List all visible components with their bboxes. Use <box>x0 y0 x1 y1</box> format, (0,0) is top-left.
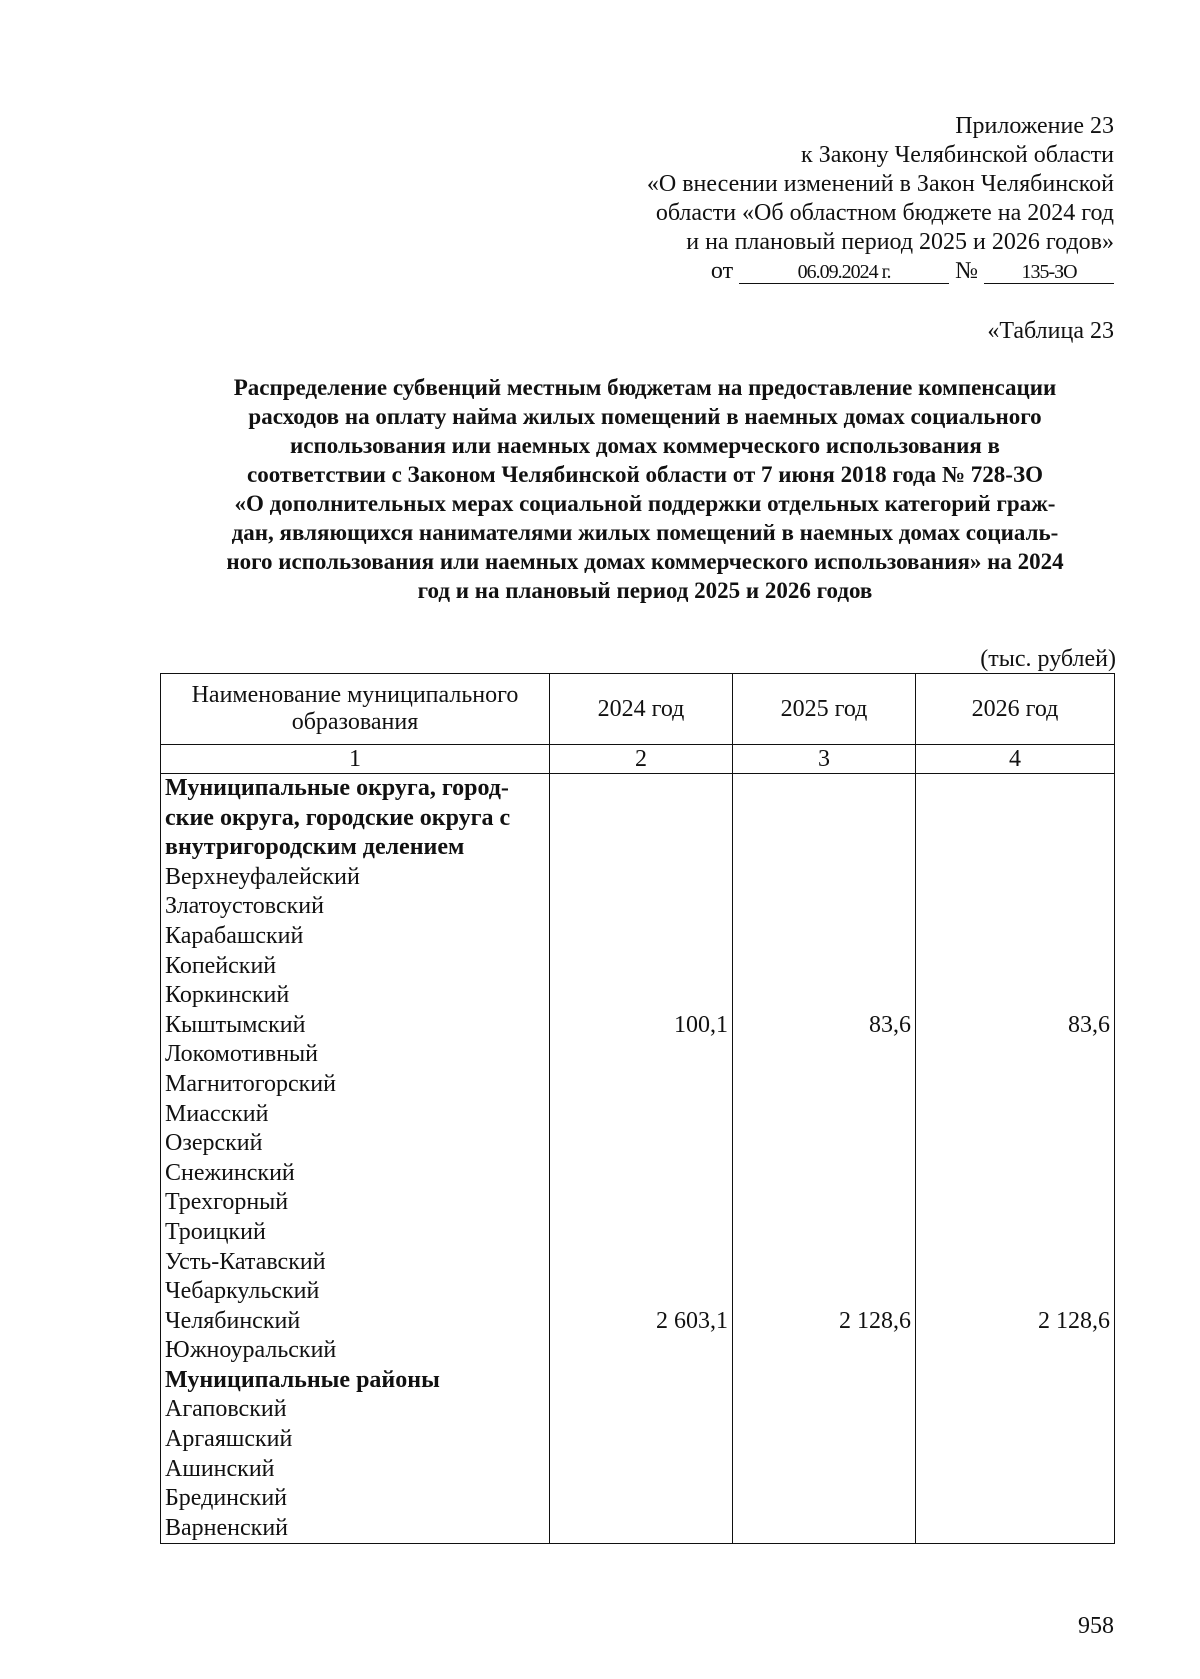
value-2026 <box>916 833 1114 863</box>
value-2025: 2 128,6 <box>839 1307 911 1334</box>
value-2024 <box>550 1040 732 1070</box>
value-2026 <box>916 1070 1114 1100</box>
value-2025 <box>733 1395 915 1425</box>
value-2024 <box>550 1277 732 1307</box>
law-number: 135-ЗО <box>984 261 1114 284</box>
value-2025 <box>733 863 915 893</box>
value-2026 <box>916 863 1114 893</box>
value-2024 <box>550 804 732 834</box>
header-municipality-line1: Наименование муниципального <box>191 682 519 708</box>
municipality-name: Коркинский <box>165 982 290 1009</box>
value-2025 <box>733 952 915 982</box>
municipality-name: Верхнеуфалейский <box>165 863 360 890</box>
value-2025 <box>733 1277 915 1307</box>
appendix-line: области «Об областном бюджете на 2024 год <box>655 200 1114 226</box>
page-number: 958 <box>1078 1613 1114 1639</box>
value-2026 <box>916 1129 1114 1159</box>
value-2025 <box>733 1070 915 1100</box>
municipality-name: Чебаркульский <box>165 1278 320 1305</box>
table-header-row <box>161 674 1115 745</box>
value-2026 <box>916 922 1114 952</box>
value-2025 <box>733 1336 915 1366</box>
header-municipality-line2: образования <box>291 709 419 735</box>
column-number-row <box>161 745 1115 774</box>
municipality-name: Магнитогорский <box>165 1070 336 1097</box>
municipality-name: Златоустовский <box>165 893 324 920</box>
value-2025 <box>733 1129 915 1159</box>
title-line: ного использования или наемных домах коммерческого использования» на 2024 <box>226 549 1064 574</box>
column-number: 4 <box>916 745 1115 774</box>
value-2024 <box>550 1129 732 1159</box>
value-2024 <box>550 1100 732 1130</box>
title-line: дан, являющихся нанимателями жилых помещений в наемных домах социаль- <box>231 520 1059 545</box>
value-2026 <box>916 774 1114 804</box>
municipality-name: Карабашский <box>165 922 304 949</box>
value-2026 <box>916 1366 1114 1396</box>
value-2026: 83,6 <box>1068 1011 1110 1038</box>
municipality-name: Варненский <box>165 1514 288 1541</box>
value-2024 <box>550 1188 732 1218</box>
table-label: «Таблица 23 <box>987 318 1114 344</box>
value-2024 <box>550 1425 732 1455</box>
municipality-name: Челябинский <box>165 1307 301 1334</box>
value-2025: 83,6 <box>869 1011 911 1038</box>
value-2026 <box>916 1159 1114 1189</box>
value-2025 <box>733 1514 915 1544</box>
municipality-name: Усть-Катавский <box>165 1248 326 1275</box>
title-line: расходов на оплату найма жилых помещений в наемных домах социального <box>248 404 1042 429</box>
document-title <box>165 373 1125 605</box>
value-2026 <box>916 1100 1114 1130</box>
number-prefix: № <box>955 258 978 284</box>
value-2025 <box>733 1159 915 1189</box>
values-2025-column <box>733 774 916 1544</box>
municipality-name: Троицкий <box>165 1218 266 1245</box>
header-municipality <box>161 674 550 745</box>
value-2025 <box>733 981 915 1011</box>
value-2026 <box>916 1336 1114 1366</box>
value-2024 <box>550 1484 732 1514</box>
law-date-number-line <box>647 257 1114 286</box>
value-2026 <box>916 1277 1114 1307</box>
value-2026 <box>916 1248 1114 1278</box>
value-2025 <box>733 922 915 952</box>
column-number: 1 <box>161 745 550 774</box>
law-date: 06.09.2024 г. <box>739 261 949 284</box>
title-line: год и на плановый период 2025 и 2026 годов <box>417 578 873 603</box>
municipality-name: Южноуральский <box>165 1337 337 1364</box>
municipality-name: Озерский <box>165 1130 263 1157</box>
municipality-name: Трехгорный <box>165 1189 289 1216</box>
value-2026 <box>916 804 1114 834</box>
municipality-name: Брединский <box>165 1485 288 1512</box>
title-line: «О дополнительных мерах социальной поддержки отдельных категорий граж- <box>234 491 1056 516</box>
municipality-name: Муниципальные районы <box>165 1366 440 1393</box>
title-line: соответствии с Законом Челябинской области от 7 июня 2018 года № 728-ЗО <box>247 462 1043 487</box>
municipality-name: Ашинский <box>165 1455 275 1482</box>
value-2025 <box>733 892 915 922</box>
municipality-name: Миасский <box>165 1100 269 1127</box>
values-2026-column <box>916 774 1115 1544</box>
municipality-name: Снежинский <box>165 1159 295 1186</box>
value-2024 <box>550 774 732 804</box>
municipality-name: Агаповский <box>165 1396 287 1423</box>
municipality-column <box>161 774 550 1544</box>
value-2025 <box>733 1484 915 1514</box>
value-2025 <box>733 1425 915 1455</box>
appendix-line: и на плановый период 2025 и 2026 годов» <box>686 229 1114 255</box>
date-prefix: от <box>710 258 734 284</box>
value-2024 <box>550 1336 732 1366</box>
value-2024 <box>550 833 732 863</box>
value-2026: 2 128,6 <box>1038 1307 1110 1334</box>
appendix-line: к Закону Челябинской области <box>801 142 1114 168</box>
value-2024 <box>550 1218 732 1248</box>
value-2025 <box>733 804 915 834</box>
value-2026 <box>916 1188 1114 1218</box>
units-label: (тыс. рублей) <box>980 646 1116 672</box>
value-2026 <box>916 1425 1114 1455</box>
value-2025 <box>733 1366 915 1396</box>
value-2024 <box>550 863 732 893</box>
value-2026 <box>916 981 1114 1011</box>
municipality-name: ские округа, городские округа с <box>165 804 511 831</box>
value-2025 <box>733 1040 915 1070</box>
value-2024 <box>550 1455 732 1485</box>
value-2026 <box>916 1484 1114 1514</box>
title-line: использования или наемных домах коммерческого использования в <box>290 433 1000 458</box>
value-2025 <box>733 774 915 804</box>
value-2026 <box>916 1218 1114 1248</box>
municipality-name: Аргаяшский <box>165 1426 293 1453</box>
value-2025 <box>733 1218 915 1248</box>
value-2024: 100,1 <box>674 1011 728 1038</box>
value-2026 <box>916 1455 1114 1485</box>
value-2024 <box>550 892 732 922</box>
values-2024-column <box>550 774 733 1544</box>
appendix-header <box>647 112 1114 286</box>
municipality-name: Копейский <box>165 952 277 979</box>
value-2024 <box>550 1159 732 1189</box>
column-number: 2 <box>550 745 733 774</box>
value-2024 <box>550 1248 732 1278</box>
title-line: Распределение субвенций местным бюджетам на предоставление компенсации <box>233 375 1057 400</box>
value-2026 <box>916 1040 1114 1070</box>
value-2025 <box>733 833 915 863</box>
value-2025 <box>733 1455 915 1485</box>
municipality-name: Локомотивный <box>165 1041 319 1068</box>
column-number: 3 <box>733 745 916 774</box>
value-2026 <box>916 952 1114 982</box>
value-2026 <box>916 1514 1114 1544</box>
appendix-line: «О внесении изменений в Закон Челябинской <box>646 171 1114 197</box>
table-body-row <box>161 774 1115 1544</box>
subvention-table <box>160 673 1115 1544</box>
value-2025 <box>733 1248 915 1278</box>
municipality-name: Кыштымский <box>165 1011 306 1038</box>
appendix-line: Приложение 23 <box>955 113 1114 139</box>
value-2024 <box>550 952 732 982</box>
header-2025: 2025 год <box>733 674 916 745</box>
value-2024 <box>550 1514 732 1544</box>
value-2024: 2 603,1 <box>656 1307 728 1334</box>
header-2026: 2026 год <box>916 674 1115 745</box>
value-2024 <box>550 1395 732 1425</box>
value-2024 <box>550 1070 732 1100</box>
value-2026 <box>916 1395 1114 1425</box>
value-2024 <box>550 981 732 1011</box>
value-2025 <box>733 1188 915 1218</box>
value-2025 <box>733 1100 915 1130</box>
value-2024 <box>550 922 732 952</box>
value-2026 <box>916 892 1114 922</box>
municipality-name: внутригородским делением <box>165 834 465 861</box>
municipality-name: Муниципальные округа, город- <box>165 775 509 801</box>
value-2024 <box>550 1366 732 1396</box>
header-2024: 2024 год <box>550 674 733 745</box>
